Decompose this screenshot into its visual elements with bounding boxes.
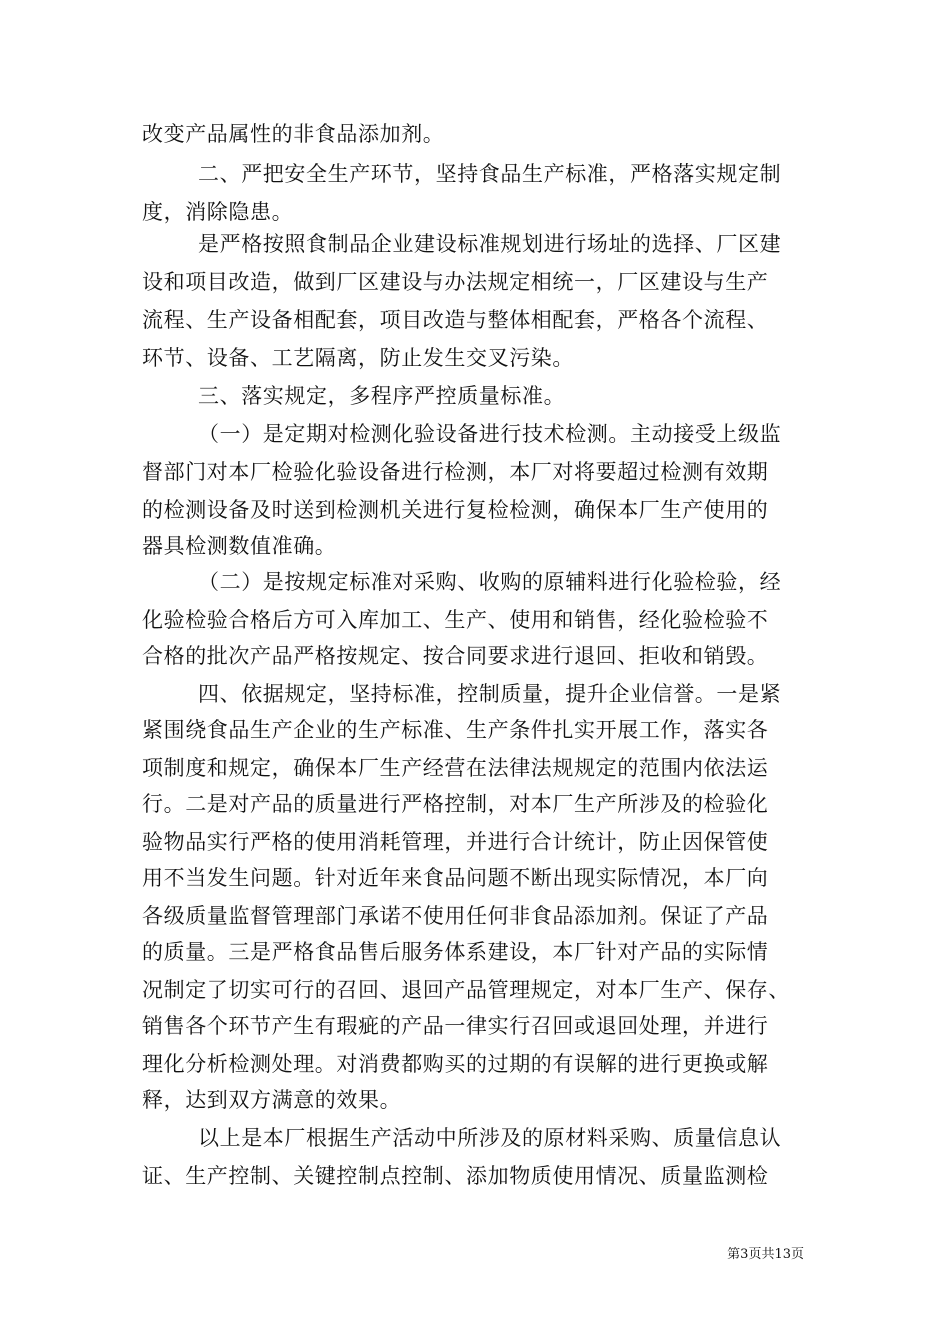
- text-line: 验物品实行严格的使用消耗管理，并进行合计统计，防止因保管使: [142, 830, 769, 854]
- text-line: 各级质量监督管理部门承诺不使用任何非食品添加剂。保证了产品: [142, 904, 769, 928]
- text-line: 行。二是对产品的质量进行严格控制，对本厂生产所涉及的检验化: [142, 792, 769, 816]
- text-line: 项制度和规定，确保本厂生产经营在法律法规规定的范围内依法运: [142, 756, 769, 780]
- text-line: 紧围绕食品生产企业的生产标准、生产条件扎实开展工作，落实各: [142, 718, 769, 742]
- page-number: 第3页共13页: [727, 1247, 804, 1262]
- text-line: 的检测设备及时送到检测机关进行复检检测，确保本厂生产使用的: [142, 498, 769, 522]
- text-line: 化验检验合格后方可入库加工、生产、使用和销售，经化验检验不: [142, 608, 769, 632]
- text-line: 的质量。三是严格食品售后服务体系建设，本厂针对产品的实际情: [142, 940, 769, 964]
- text-line: （二）是按规定标准对采购、收购的原辅料进行化验检验，经: [198, 570, 782, 594]
- text-line: 二、严把安全生产环节，坚持食品生产标准，严格落实规定制: [198, 162, 782, 186]
- text-line: 度，消除隐患。: [142, 200, 294, 224]
- text-line: 况制定了切实可行的召回、退回产品管理规定，对本厂生产、保存、: [142, 978, 790, 1002]
- text-line: 督部门对本厂检验化验设备进行检测，本厂对将要超过检测有效期: [142, 460, 769, 484]
- text-line: 三、落实规定，多程序严控质量标准。: [198, 384, 566, 408]
- text-line: 流程、生产设备相配套，项目改造与整体相配套，严格各个流程、: [142, 308, 769, 332]
- text-line: 改变产品属性的非食品添加剂。: [142, 122, 445, 146]
- text-line: 理化分析检测处理。对消费都购买的过期的有误解的进行更换或解: [142, 1052, 769, 1076]
- text-line: 销售各个环节产生有瑕疵的产品一律实行召回或退回处理，并进行: [142, 1014, 769, 1038]
- text-line: 证、生产控制、关键控制点控制、添加物质使用情况、质量监测检: [142, 1164, 769, 1188]
- text-line: 是严格按照食制品企业建设标准规划进行场址的选择、厂区建: [198, 232, 782, 256]
- text-line: 以上是本厂根据生产活动中所涉及的原材料采购、质量信息认: [198, 1126, 782, 1150]
- text-line: 释，达到双方满意的效果。: [142, 1088, 402, 1112]
- text-line: 用不当发生问题。针对近年来食品问题不断出现实际情况，本厂向: [142, 866, 769, 890]
- text-line: 设和项目改造，做到厂区建设与办法规定相统一，厂区建设与生产: [142, 270, 769, 294]
- text-line: （一）是定期对检测化验设备进行技术检测。主动接受上级监: [198, 422, 782, 446]
- text-line: 环节、设备、工艺隔离，防止发生交叉污染。: [142, 346, 574, 370]
- text-line: 四、依据规定，坚持标准，控制质量，提升企业信誉。一是紧: [198, 682, 782, 706]
- text-line: 合格的批次产品严格按规定、按合同要求进行退回、拒收和销毁。: [142, 644, 769, 668]
- text-line: 器具检测数值准确。: [142, 534, 337, 558]
